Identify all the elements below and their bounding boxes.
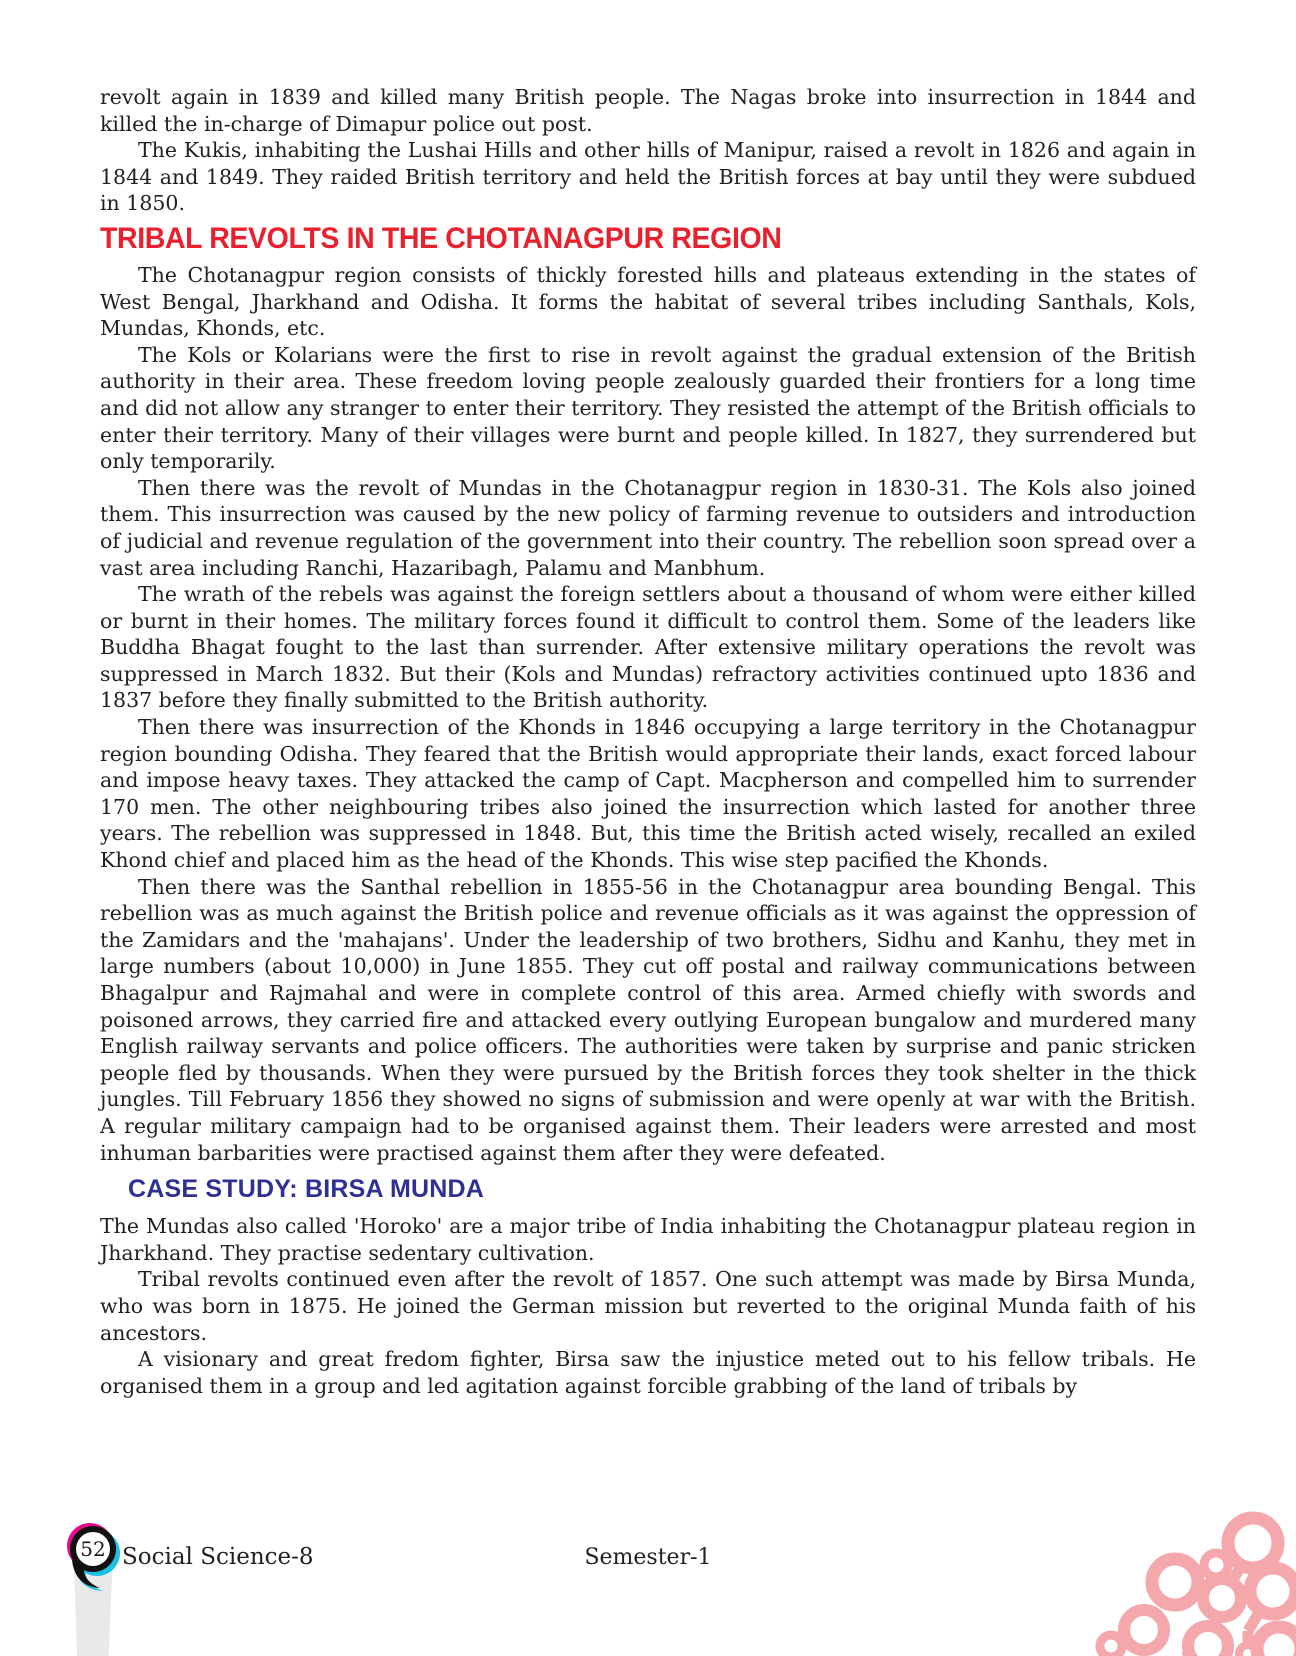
body-paragraph: The Mundas also called 'Horoko' are a major tribe of India inhabiting the Chotanagpur plateau region in Jharkhand. They practise sedentary cultivation. [100, 1214, 1196, 1265]
body-paragraph: Then there was insurrection of the Khonds in 1846 occupying a large territory in the Chotanagpur region bounding Odisha. They feared that the British would appropriate their lands, exact forced labour and impose heavy taxes. They attacked the camp of Capt. Macpherson and compelled him to surrender 170 men. The other neighbouring tribes also joined the insurrection which lasted for another three years. The rebellion was suppressed in 1848. But, this time the British acted wisely, recalled an exiled Khond chief and placed him as the head of the Khonds. This wise step pacified the Khonds. [100, 715, 1196, 873]
body-paragraph: Then there was the revolt of Mundas in the Chotanagpur region in 1830-31. The Kols also joined them. This insurrection was caused by the new policy of farming revenue to outsiders and introduction of judicial and revenue regulation of the government into their country. The rebellion soon spread over a vast area including Ranchi, Hazaribagh, Palamu and Manbhum. [100, 475, 1196, 580]
body-paragraph: A visionary and great fredom fighter, Birsa saw the injustice meted out to his fellow tribals. He organised them in a group and led agitation against forcible grabbing of the land of tribals by [100, 1347, 1196, 1398]
page-number-badge [56, 1520, 132, 1604]
section-heading-case-study-birsa-munda: CASE STUDY: BIRSA MUNDA [128, 1175, 484, 1204]
body-paragraph: Tribal revolts continued even after the revolt of 1857. One such attempt was made by Birsa Munda, who was born in 1875. He joined the German mission but reverted to the original Munda faith of his ancestors. [100, 1267, 1196, 1345]
body-paragraph: The Kols or Kolarians were the first to rise in revolt against the gradual extension of the British authority in their area. These freedom loving people zealously guarded their frontiers for a long time and did not allow any stranger to enter their territory. They resisted the attempt of the British officials to enter their territory. Many of their villages were burnt and people killed. In 1827, they surrendered but only temporarily. [100, 342, 1196, 474]
body-paragraph: The Kukis, inhabiting the Lushai Hills and other hills of Manipur, raised a revolt in 1826 and again in 1844 and 1849. They raided British territory and held the British forces at bay until they were subdued in 1850. [100, 138, 1196, 216]
pink-bubbles-decoration [1076, 1486, 1296, 1656]
body-paragraph: revolt again in 1839 and killed many British people. The Nagas broke into insurrection in 1844 and killed the in-charge of Dimapur police out post. [100, 85, 1196, 136]
bubble-rings [1100, 1518, 1296, 1656]
body-paragraph: The wrath of the rebels was against the foreign settlers about a thousand of whom were either killed or burnt in their homes. The military forces found it difficult to control them. Some of the leaders like Buddha Bhagat fought to the last than surrender. After extensive military operations the revolt was suppressed in March 1832. But their (Kols and Mundas) refractory activities continued upto 1836 and 1837 before they finally submitted to the British authority. [100, 582, 1196, 713]
section-heading-tribal-revolts: TRIBAL REVOLTS IN THE CHOTANAGPUR REGION [100, 221, 782, 255]
page-number: 52 [80, 1537, 106, 1561]
body-paragraph: Then there was the Santhal rebellion in 1855-56 in the Chotanagpur area bounding Bengal. This rebellion was as much against the British police and revenue officials as it was against the oppression of the Zamidars and the 'mahajans'. Under the leadership of two brothers, Sidhu and Kanhu, they met in large numbers (about 10,000) in June 1855. They cut off postal and railway communications between Bhagalpur and Rajmahal and were in complete control of this area. Armed chiefly with swords and poisoned arrows, they carried fire and attacked every outlying European bungalow and murdered many English railway servants and police officers. The authorities were taken by surprise and panic stricken people fled by thousands. When they were pursued by the British forces they took shelter in the thick jungles. Till February 1856 they showed no signs of submission and were openly at war with the British. A regular military campaign had to be organised against them. Their leaders were arrested and most inhuman barbarities were practised against them after they were defeated. [100, 874, 1196, 1165]
footer-book-title: Social Science-8 [122, 1544, 314, 1570]
footer-semester-label: Semester-1 [584, 1545, 712, 1570]
page-body-text [100, 84, 1196, 1399]
body-paragraph: The Chotanagpur region consists of thickly forested hills and plateaus extending in the states of West Bengal, Jharkhand and Odisha. It forms the habitat of several tribes including Santhals, Kols, Mundas, Khonds, etc. [100, 262, 1196, 341]
